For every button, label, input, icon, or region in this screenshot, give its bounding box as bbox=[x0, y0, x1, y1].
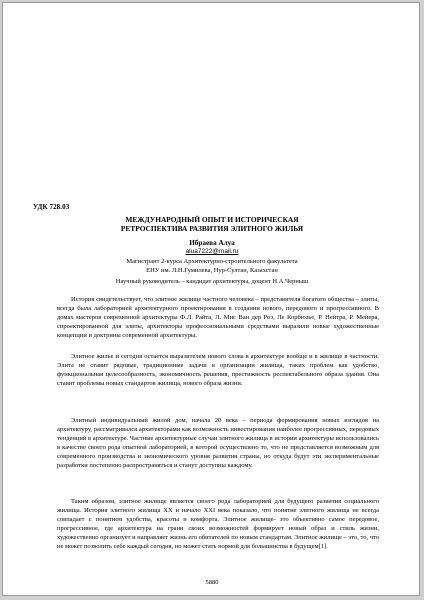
affiliation-line-2: ЕНУ им. Л.Н.Гумилева, Нур-Султан, Казахстан bbox=[146, 267, 278, 274]
body-paragraph-4: Таким образом, элитное жилище является своего рода лабораторией для будущего развития социального жилища. История элитного жилища XX и начало XXI века показало, что понятие элитного жилища не всегда совпадает с понятием удобства, красоты и комфорта. Элитное жилище- это объективно самое передовое, прогрессивное, где архитектура на грани своих возможностей формирует новый образ и стиль жизни, художественно организует и направляет жизнь его обитателей по новым стандартам. Элитное жилище – это, то, что не может позволить себе каждый сегодня, но может стать нормой для большинства в будущем[1]. bbox=[57, 498, 379, 550]
paper-title-line-2: РЕТРОСПЕКТИВА РАЗВИТИЯ ЭЛИТНОГО ЖИЛЬЯ bbox=[120, 224, 304, 233]
supervisor-line: Научный руководитель – кандидат архитектуры, доцент Н.А.Черныш bbox=[115, 278, 309, 285]
body-paragraph-3: Элитный индивидуальный жилой дом, начала 20 века – периода формирования новых взглядов на архитектуру, рассматривался архитекторами как возможность инвестирования наиболее прогрессивных, передовых тенденций в архитектуре. Частные архитектурные случаи элитного жилища в истории архитектуры использовались в качестве своего рода опытной лабораторией, в которой осуществлено то, что не представляется возможным для современного производства и экономического уровня развития страны, но откуда будут эти экспериментальные разработки постепенно распространяться и станут доступны каждому. bbox=[57, 417, 379, 469]
body-paragraph-1: История свидетельствует, что элитное жилище частного человека – представителя богатого общества – элиты, всегда была лабораторией архитектурного проектирования в создании нового, передового и прогрессивного. В домах мастеров современной архитектуры Ф.Л. Райта, Л. Мис Ван дер Роэ, Ле Корбюзье, Р. Нейтра, Р. Мейера, спроектированной для элиты, архитекторы профессиональными средствами выразили новые художественные концепции и доктрины современной архитектуры. bbox=[57, 296, 379, 339]
author-email-link[interactable]: alua7222@mail.ru bbox=[185, 248, 239, 255]
udk-code: УДК 728.03 bbox=[33, 203, 70, 211]
affiliation-line-1: Магистрант 2-курса Архитектурно-строительного факультета bbox=[126, 258, 298, 265]
page-number: 5880 bbox=[205, 579, 219, 586]
paper-title-line-1: МЕЖДУНАРОДНЫЙ ОПЫТ И ИСТОРИЧЕСКАЯ bbox=[125, 215, 299, 224]
author-name: Ибраева Алуа bbox=[189, 239, 235, 247]
document-page bbox=[2, 2, 420, 596]
body-paragraph-2: Элитное жилье и сегодня остается выразителем нового слова в архитектуре вообще и в жилище в частности. Элита не ставит рядовые, традиционные задачи в организации жилища, таких проблем как удобство, функциональная целесообразность, экономичность решения, престижность респектабельного образа здания. Она ставит проблемы новых стандартов жилища, нового образа жизни. bbox=[57, 353, 379, 387]
